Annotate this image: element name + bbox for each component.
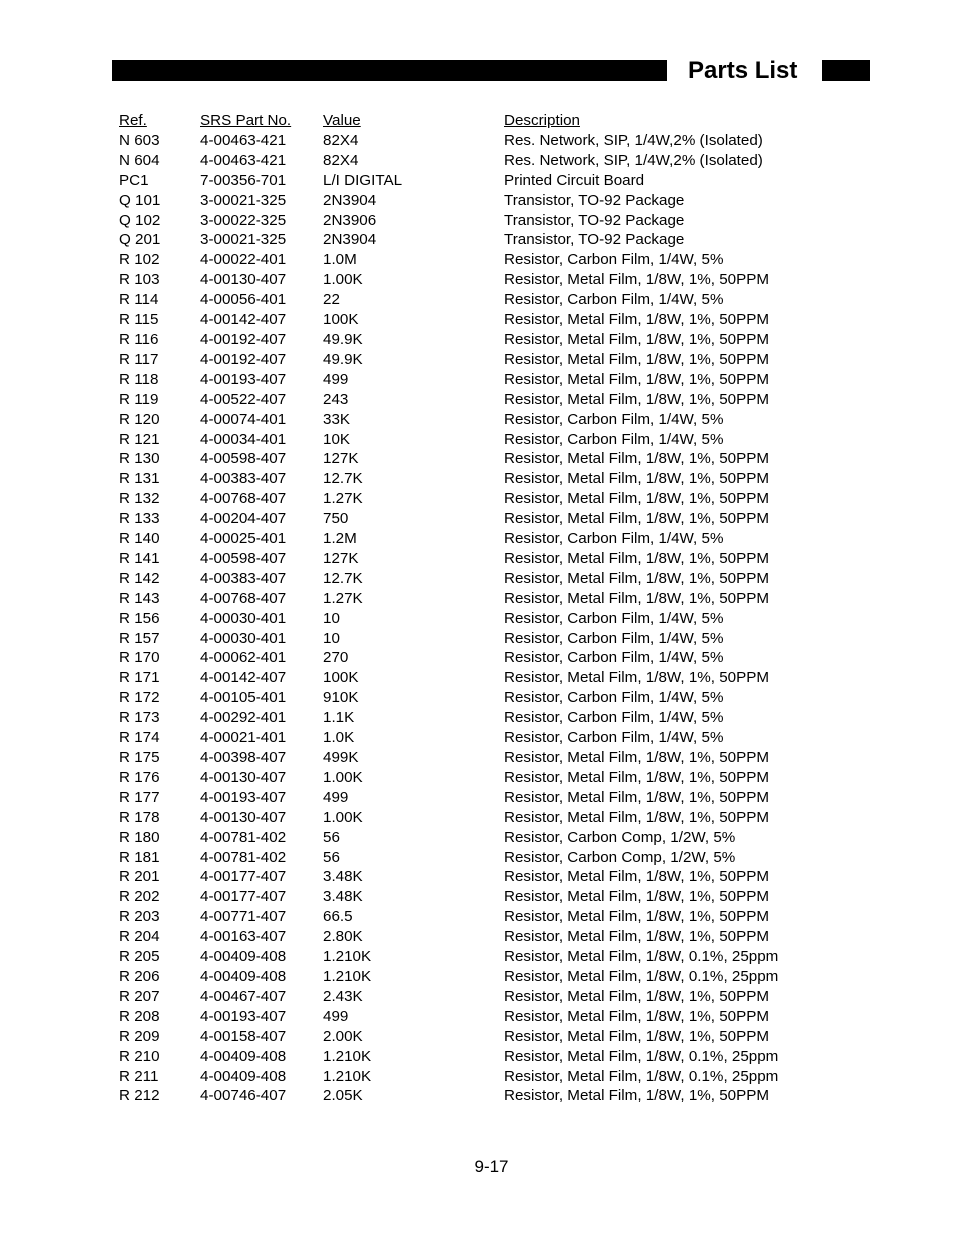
cell-ref: R 209 — [119, 1027, 160, 1045]
cell-ref: R 202 — [119, 888, 160, 906]
cell-value: 1.210K — [323, 1047, 372, 1065]
cell-part-number: 4-00074-401 — [200, 410, 287, 428]
cell-ref: R 114 — [119, 291, 159, 309]
cell-ref: PC1 — [119, 171, 149, 189]
cell-ref: R 142 — [119, 569, 160, 587]
cell-ref: R 130 — [119, 450, 160, 468]
cell-part-number: 4-00781-402 — [200, 828, 287, 846]
cell-value: 2.05K — [323, 1087, 363, 1105]
cell-part-number: 4-00781-402 — [200, 848, 287, 866]
cell-ref: R 140 — [119, 530, 160, 548]
cell-description: Resistor, Metal Film, 1/8W, 1%, 50PPM — [504, 768, 770, 786]
cell-value: 499 — [323, 370, 349, 388]
cell-part-number: 4-00383-407 — [200, 569, 287, 587]
cell-part-number: 4-00022-401 — [200, 251, 287, 269]
cell-value: 12.7K — [323, 470, 363, 488]
header-value: Value — [323, 112, 361, 129]
cell-part-number: 4-00158-407 — [200, 1027, 287, 1045]
cell-value: 1.210K — [323, 967, 372, 985]
cell-ref: Q 102 — [119, 211, 161, 229]
cell-part-number: 4-00142-407 — [200, 311, 287, 329]
cell-description: Resistor, Metal Film, 1/8W, 1%, 50PPM — [504, 350, 770, 368]
cell-value: 1.0K — [323, 729, 355, 747]
cell-part-number: 4-00598-407 — [200, 450, 287, 468]
cell-part-number: 4-00177-407 — [200, 868, 287, 886]
cell-description: Resistor, Metal Film, 1/8W, 1%, 50PPM — [504, 330, 770, 348]
cell-value: 2N3904 — [323, 231, 377, 249]
cell-description: Resistor, Carbon Film, 1/4W, 5% — [504, 430, 724, 448]
cell-value: 750 — [323, 510, 349, 528]
cell-description: Resistor, Metal Film, 1/8W, 1%, 50PPM — [504, 749, 770, 766]
cell-part-number: 4-00771-407 — [200, 908, 287, 926]
cell-part-number: 4-00130-407 — [200, 271, 287, 289]
cell-description: Resistor, Metal Film, 1/8W, 1%, 50PPM — [504, 908, 770, 926]
cell-ref: R 115 — [119, 311, 159, 329]
cell-ref: R 203 — [119, 908, 160, 926]
cell-description: Resistor, Carbon Film, 1/4W, 5% — [504, 291, 724, 309]
cell-part-number: 4-00130-407 — [200, 808, 287, 826]
cell-part-number: 4-00163-407 — [200, 928, 287, 946]
cell-value: 1.1K — [323, 709, 355, 727]
cell-part-number: 4-00105-401 — [200, 689, 287, 707]
cell-part-number: 4-00746-407 — [200, 1087, 287, 1105]
cell-value: 2.80K — [323, 928, 363, 946]
cell-description: Resistor, Carbon Film, 1/4W, 5% — [504, 629, 724, 647]
cell-part-number: 3-00021-325 — [200, 231, 287, 249]
cell-description: Resistor, Carbon Film, 1/4W, 5% — [504, 649, 724, 667]
cell-value: 2N3904 — [323, 191, 377, 209]
cell-part-number: 4-00383-407 — [200, 470, 287, 488]
cell-ref: N 603 — [119, 131, 160, 149]
cell-value: 56 — [323, 848, 340, 866]
cell-description: Resistor, Metal Film, 1/8W, 0.1%, 25ppm — [504, 1047, 779, 1065]
cell-value: 1.0M — [323, 251, 357, 269]
cell-value: 499K — [323, 749, 359, 766]
cell-value: 1.27K — [323, 589, 363, 607]
cell-ref: Q 201 — [119, 231, 161, 249]
cell-ref: R 121 — [119, 430, 160, 448]
cell-value: 127K — [323, 549, 359, 567]
cell-description: Resistor, Metal Film, 1/8W, 1%, 50PPM — [504, 490, 770, 508]
cell-value: 3.48K — [323, 888, 363, 906]
cell-description: Transistor, TO-92 Package — [504, 191, 685, 209]
cell-ref: R 205 — [119, 948, 160, 966]
cell-ref: R 157 — [119, 629, 160, 647]
cell-description: Resistor, Metal Film, 1/8W, 1%, 50PPM — [504, 868, 770, 886]
cell-description: Resistor, Metal Film, 1/8W, 0.1%, 25ppm — [504, 967, 779, 985]
cell-part-number: 4-00409-408 — [200, 1067, 287, 1085]
cell-ref: R 103 — [119, 271, 160, 289]
cell-value: 49.9K — [323, 330, 363, 348]
cell-description: Resistor, Metal Film, 1/8W, 1%, 50PPM — [504, 888, 770, 906]
cell-part-number: 4-00409-408 — [200, 967, 287, 985]
header-rule-left — [112, 60, 667, 81]
cell-part-number: 4-00193-407 — [200, 788, 287, 806]
cell-description: Resistor, Carbon Film, 1/4W, 5% — [504, 251, 724, 269]
cell-ref: R 175 — [119, 749, 160, 766]
header-ref: Ref. — [119, 112, 147, 129]
cell-ref: R 177 — [119, 788, 160, 806]
cell-description: Transistor, TO-92 Package — [504, 231, 685, 249]
cell-ref: R 133 — [119, 510, 160, 528]
cell-part-number: 4-00768-407 — [200, 589, 287, 607]
page-title: Parts List — [688, 57, 798, 84]
cell-value: 10 — [323, 609, 340, 627]
cell-description: Resistor, Metal Film, 1/8W, 0.1%, 25ppm — [504, 948, 779, 966]
cell-part-number: 4-00463-421 — [200, 151, 287, 169]
cell-value: 499 — [323, 1007, 349, 1025]
cell-part-number: 4-00193-407 — [200, 370, 287, 388]
cell-description: Resistor, Carbon Film, 1/4W, 5% — [504, 410, 724, 428]
cell-value: 243 — [323, 390, 349, 408]
cell-description: Resistor, Metal Film, 1/8W, 0.1%, 25ppm — [504, 1067, 779, 1085]
cell-description: Resistor, Metal Film, 1/8W, 1%, 50PPM — [504, 589, 770, 607]
cell-value: 2.00K — [323, 1027, 363, 1045]
cell-value: 10 — [323, 629, 340, 647]
cell-part-number: 4-00522-407 — [200, 390, 287, 408]
cell-ref: R 210 — [119, 1047, 160, 1065]
cell-description: Resistor, Carbon Film, 1/4W, 5% — [504, 709, 724, 727]
cell-part-number: 4-00204-407 — [200, 510, 287, 528]
cell-value: 1.00K — [323, 271, 363, 289]
cell-value: 1.210K — [323, 1067, 372, 1085]
cell-description: Resistor, Carbon Film, 1/4W, 5% — [504, 530, 724, 548]
cell-part-number: 4-00409-408 — [200, 1047, 287, 1065]
header-description: Description — [504, 112, 580, 129]
cell-ref: R 212 — [119, 1087, 160, 1105]
cell-value: 3.48K — [323, 868, 363, 886]
cell-description: Resistor, Metal Film, 1/8W, 1%, 50PPM — [504, 370, 770, 388]
cell-part-number: 4-00030-401 — [200, 609, 287, 627]
cell-description: Resistor, Metal Film, 1/8W, 1%, 50PPM — [504, 1007, 770, 1025]
cell-value: 82X4 — [323, 151, 359, 169]
header-part-number: SRS Part No. — [200, 112, 292, 129]
cell-description: Resistor, Carbon Film, 1/4W, 5% — [504, 609, 724, 627]
cell-value: 1.27K — [323, 490, 363, 508]
cell-ref: R 116 — [119, 330, 159, 348]
cell-ref: R 170 — [119, 649, 160, 667]
cell-value: 56 — [323, 828, 340, 846]
cell-description: Resistor, Metal Film, 1/8W, 1%, 50PPM — [504, 549, 770, 567]
cell-description: Resistor, Metal Film, 1/8W, 1%, 50PPM — [504, 987, 770, 1005]
cell-description: Printed Circuit Board — [504, 171, 645, 189]
cell-part-number: 3-00022-325 — [200, 211, 287, 229]
cell-ref: R 102 — [119, 251, 160, 269]
cell-ref: Q 101 — [119, 191, 161, 209]
cell-part-number: 4-00062-401 — [200, 649, 287, 667]
cell-description: Resistor, Metal Film, 1/8W, 1%, 50PPM — [504, 808, 770, 826]
cell-ref: R 132 — [119, 490, 160, 508]
cell-description: Resistor, Metal Film, 1/8W, 1%, 50PPM — [504, 311, 770, 329]
cell-description: Res. Network, SIP, 1/4W,2% (Isolated) — [504, 151, 763, 169]
cell-part-number: 4-00142-407 — [200, 669, 287, 687]
cell-description: Res. Network, SIP, 1/4W,2% (Isolated) — [504, 131, 763, 149]
cell-ref: R 176 — [119, 768, 160, 786]
cell-part-number: 4-00598-407 — [200, 549, 287, 567]
cell-value: 49.9K — [323, 350, 363, 368]
cell-value: 1.00K — [323, 768, 363, 786]
cell-part-number: 4-00025-401 — [200, 530, 287, 548]
cell-value: 1.2M — [323, 530, 357, 548]
cell-value: 66.5 — [323, 908, 353, 926]
cell-part-number: 4-00398-407 — [200, 749, 287, 766]
cell-ref: R 119 — [119, 390, 159, 408]
cell-value: 12.7K — [323, 569, 363, 587]
cell-description: Resistor, Metal Film, 1/8W, 1%, 50PPM — [504, 271, 770, 289]
cell-ref: R 143 — [119, 589, 160, 607]
cell-ref: R 204 — [119, 928, 160, 946]
cell-ref: R 117 — [119, 350, 159, 368]
cell-description: Resistor, Metal Film, 1/8W, 1%, 50PPM — [504, 788, 770, 806]
cell-part-number: 4-00409-408 — [200, 948, 287, 966]
cell-part-number: 4-00292-401 — [200, 709, 287, 727]
cell-value: 499 — [323, 788, 349, 806]
cell-part-number: 4-00768-407 — [200, 490, 287, 508]
cell-ref: R 141 — [119, 549, 160, 567]
cell-ref: R 174 — [119, 729, 160, 747]
cell-part-number: 4-00192-407 — [200, 330, 287, 348]
cell-ref: R 120 — [119, 410, 160, 428]
cell-ref: R 211 — [119, 1067, 159, 1085]
cell-part-number: 4-00192-407 — [200, 350, 287, 368]
cell-ref: R 131 — [119, 470, 160, 488]
cell-ref: R 201 — [119, 868, 160, 886]
cell-part-number: 4-00030-401 — [200, 629, 287, 647]
cell-value: 910K — [323, 689, 359, 707]
cell-description: Resistor, Carbon Film, 1/4W, 5% — [504, 729, 724, 747]
cell-value: 82X4 — [323, 131, 359, 149]
cell-ref: R 173 — [119, 709, 160, 727]
cell-ref: R 207 — [119, 987, 160, 1005]
cell-part-number: 4-00467-407 — [200, 987, 287, 1005]
cell-part-number: 4-00130-407 — [200, 768, 287, 786]
cell-description: Resistor, Metal Film, 1/8W, 1%, 50PPM — [504, 569, 770, 587]
cell-value: 2N3906 — [323, 211, 377, 229]
cell-description: Resistor, Metal Film, 1/8W, 1%, 50PPM — [504, 510, 770, 528]
cell-description: Resistor, Metal Film, 1/8W, 1%, 50PPM — [504, 928, 770, 946]
cell-part-number: 4-00056-401 — [200, 291, 287, 309]
cell-ref: R 178 — [119, 808, 160, 826]
cell-value: 100K — [323, 311, 359, 329]
cell-ref: R 171 — [119, 669, 160, 687]
cell-ref: R 156 — [119, 609, 160, 627]
cell-description: Resistor, Metal Film, 1/8W, 1%, 50PPM — [504, 470, 770, 488]
cell-value: 10K — [323, 430, 351, 448]
cell-part-number: 4-00193-407 — [200, 1007, 287, 1025]
cell-description: Resistor, Carbon Comp, 1/2W, 5% — [504, 848, 736, 866]
cell-description: Transistor, TO-92 Package — [504, 211, 685, 229]
cell-ref: R 172 — [119, 689, 160, 707]
cell-value: 270 — [323, 649, 349, 667]
cell-ref: R 180 — [119, 828, 160, 846]
cell-part-number: 4-00034-401 — [200, 430, 287, 448]
cell-value: L/I DIGITAL — [323, 171, 403, 189]
cell-part-number: 7-00356-701 — [200, 171, 287, 189]
cell-value: 22 — [323, 291, 340, 309]
cell-ref: R 181 — [119, 848, 160, 866]
cell-value: 1.00K — [323, 808, 363, 826]
cell-ref: R 208 — [119, 1007, 160, 1025]
cell-value: 127K — [323, 450, 359, 468]
cell-description: Resistor, Metal Film, 1/8W, 1%, 50PPM — [504, 390, 770, 408]
cell-value: 2.43K — [323, 987, 363, 1005]
cell-part-number: 3-00021-325 — [200, 191, 287, 209]
cell-ref: R 206 — [119, 967, 160, 985]
cell-value: 1.210K — [323, 948, 372, 966]
cell-description: Resistor, Carbon Film, 1/4W, 5% — [504, 689, 724, 707]
cell-description: Resistor, Metal Film, 1/8W, 1%, 50PPM — [504, 1027, 770, 1045]
cell-ref: N 604 — [119, 151, 160, 169]
cell-part-number: 4-00463-421 — [200, 131, 287, 149]
cell-part-number: 4-00021-401 — [200, 729, 287, 747]
cell-description: Resistor, Metal Film, 1/8W, 1%, 50PPM — [504, 669, 770, 687]
page-number: 9-17 — [474, 1157, 509, 1176]
cell-description: Resistor, Metal Film, 1/8W, 1%, 50PPM — [504, 1087, 770, 1105]
cell-value: 100K — [323, 669, 359, 687]
cell-part-number: 4-00177-407 — [200, 888, 287, 906]
cell-description: Resistor, Metal Film, 1/8W, 1%, 50PPM — [504, 450, 770, 468]
cell-description: Resistor, Carbon Comp, 1/2W, 5% — [504, 828, 736, 846]
header-rule-right — [822, 60, 870, 81]
cell-ref: R 118 — [119, 370, 159, 388]
cell-value: 33K — [323, 410, 351, 428]
